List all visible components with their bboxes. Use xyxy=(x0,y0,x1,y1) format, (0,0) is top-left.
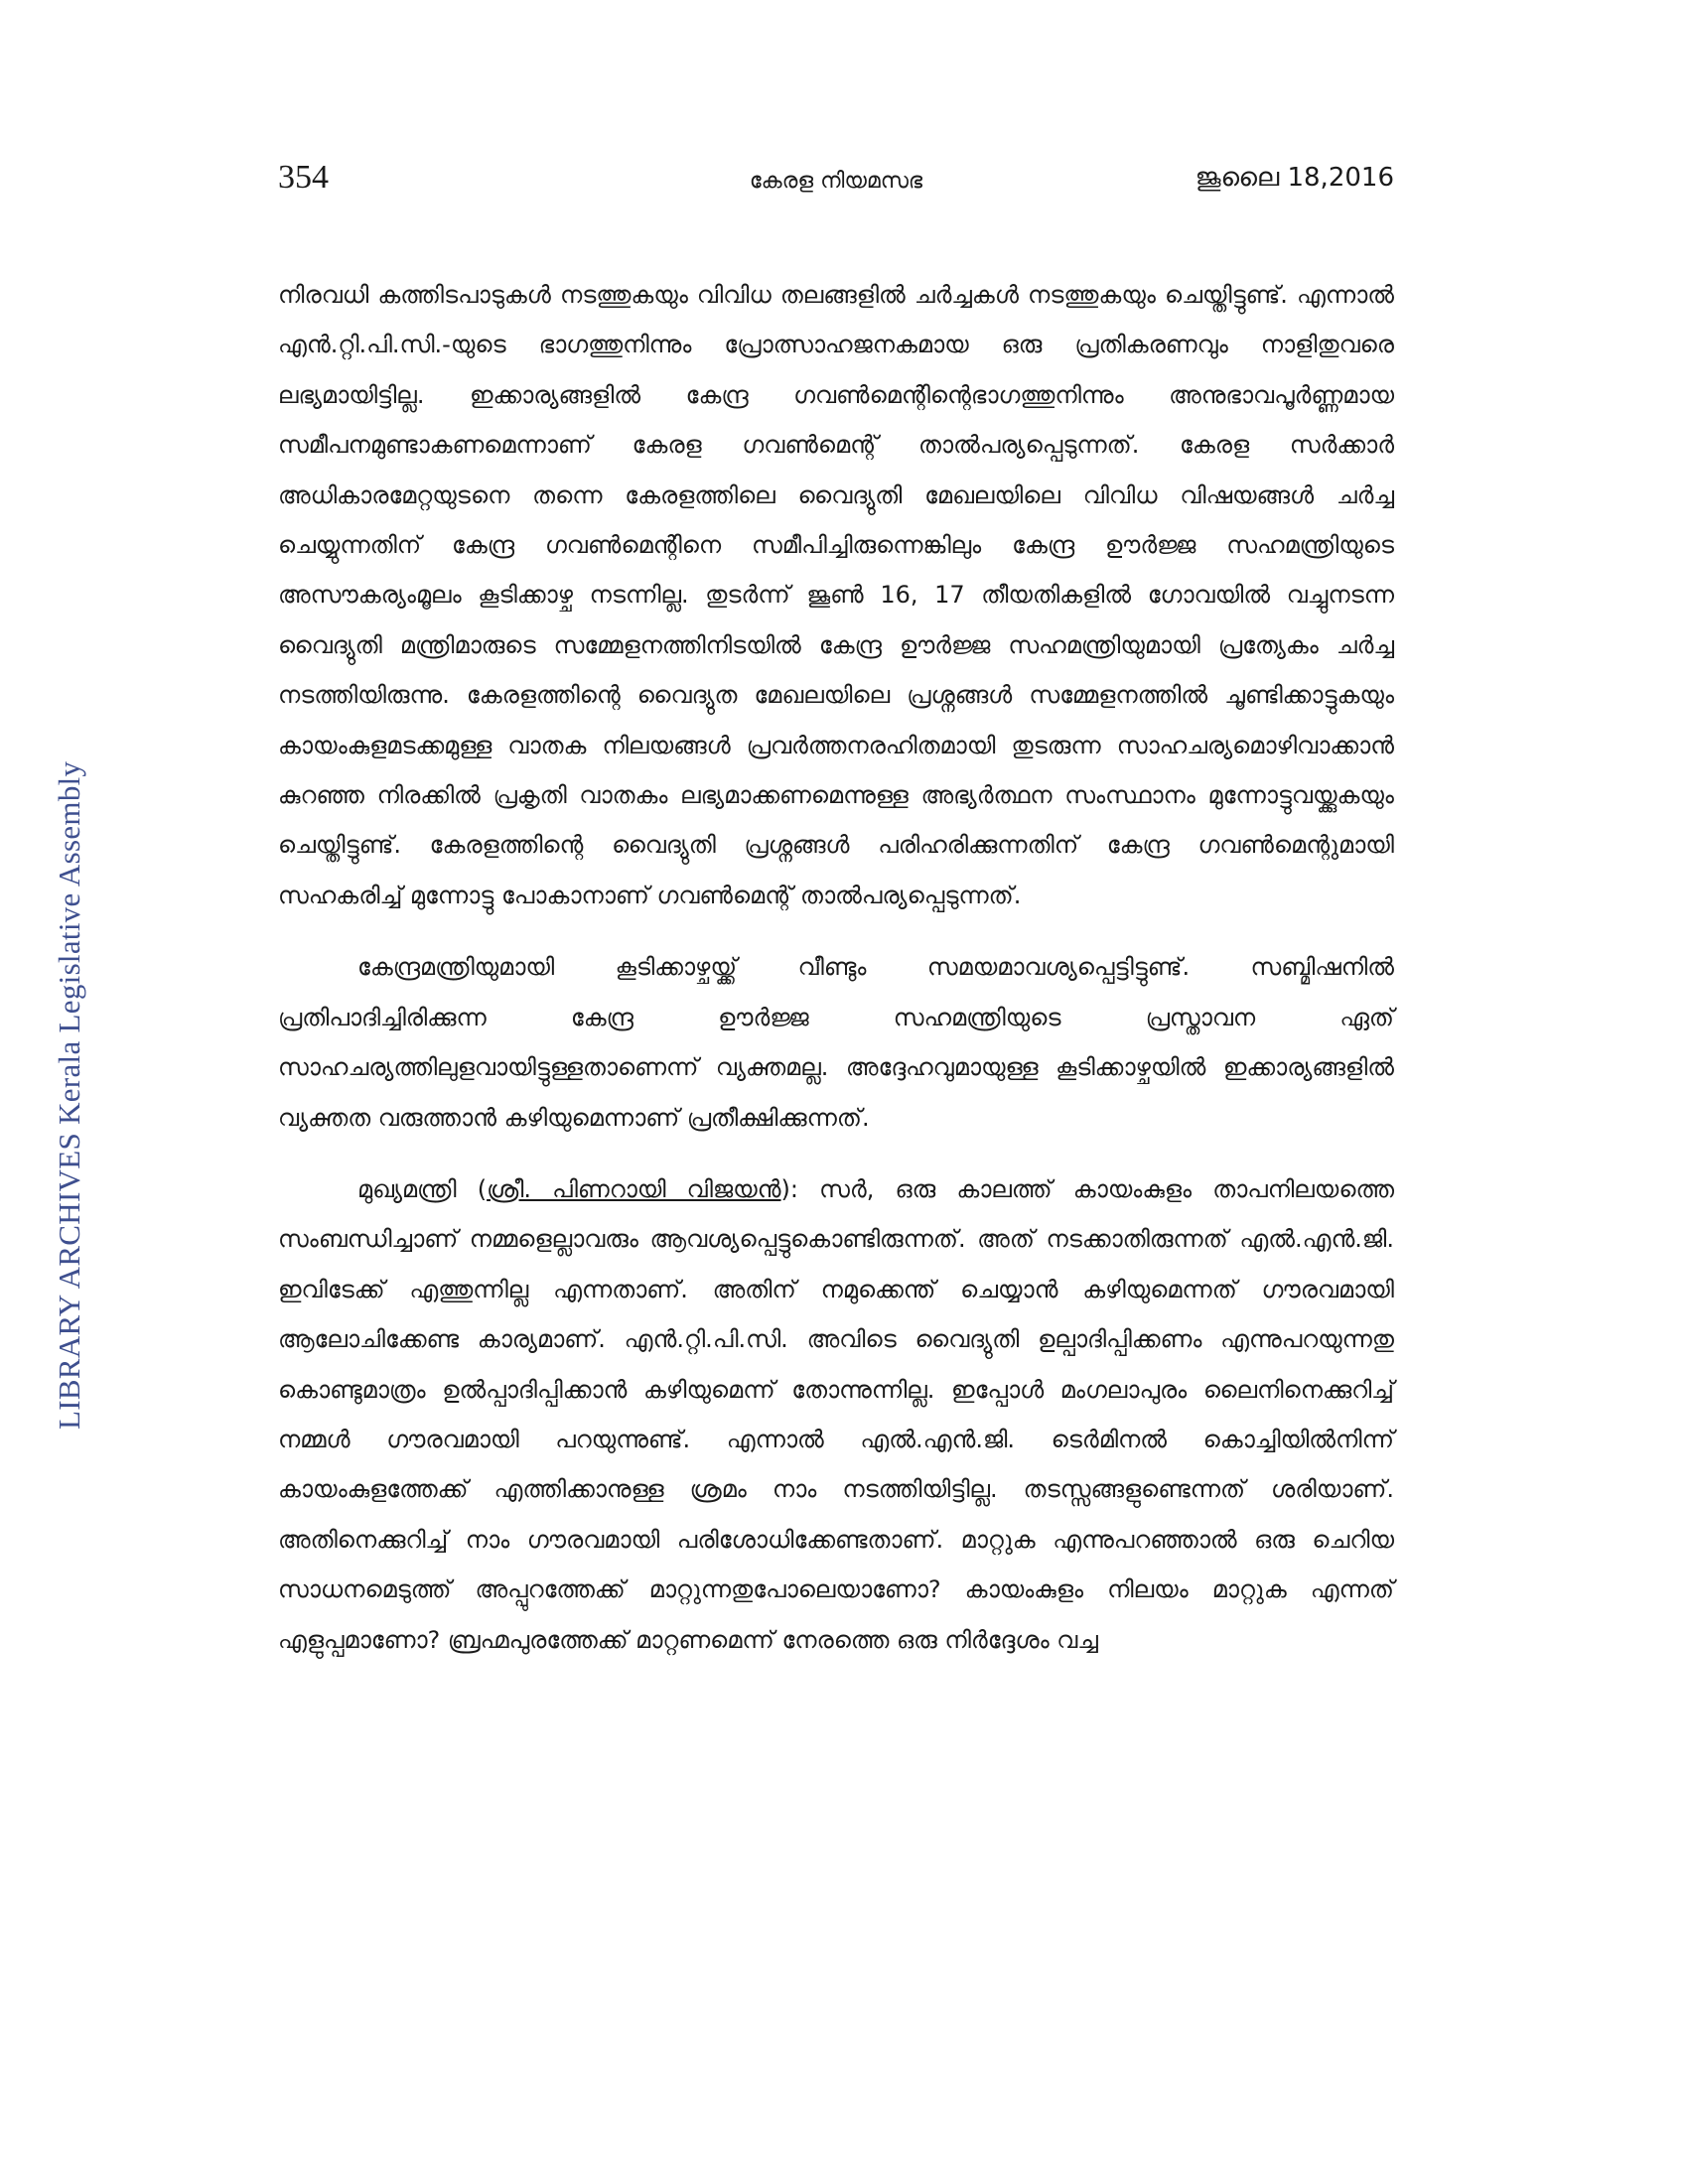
speaker-name: ശ്രീ. പിണറായി വിജയൻ xyxy=(487,1174,781,1203)
speaker-title: മുഖ്യമന്ത്രി ( xyxy=(357,1174,488,1203)
running-title: കേരള നിയമസഭ xyxy=(749,169,923,194)
header-date: ജൂലൈ 18,2016 xyxy=(1195,163,1394,193)
archive-watermark: LIBRARY ARCHIVES Kerala Legislative Assembly xyxy=(52,760,86,1430)
page-body xyxy=(278,270,1394,1665)
paragraph-meeting-request: കേന്ദ്രമന്ത്രിയുമായി കൂടിക്കാഴ്ചയ്ക്ക് വീണ്ടും സമയമാവശ്യപ്പെട്ടിട്ടുണ്ട്. സബ്മിഷനിൽ പ്രതിപാദിച്ചിരിക്കുന്ന കേന്ദ്ര ഊർജ്ജ സഹമന്ത്രിയുടെ പ്രസ്താവന ഏത് സാഹചര്യത്തിലുളവായിട്ടുള്ളതാണെന്ന് വ്യക്തമല്ല. അദ്ദേഹവുമായുള്ള കൂടിക്കാഴ്ചയിൽ ഇക്കാര്യങ്ങളിൽ വ്യക്തത വരുത്താൻ കഴിയുമെന്നാണ് പ്രതീക്ഷിക്കുന്നത്. xyxy=(278,953,1394,1132)
paragraph-chief-minister xyxy=(278,1164,1394,1665)
paragraph-reply-continued: നിരവധി കത്തിടപാടുകൾ നടത്തുകയും വിവിധ തലങ്ങളിൽ ചർച്ചകൾ നടത്തുകയും ചെയ്തിട്ടുണ്ട്. എന്നാൽ എൻ.റ്റി.പി.സി.-യുടെ ഭാഗത്തുനിന്നും പ്രോത്സാഹജനകമായ ഒരു പ്രതികരണവും നാളിതുവരെ ലഭ്യമായിട്ടില്ല. ഇക്കാര്യങ്ങളിൽ കേന്ദ്ര ഗവൺമെന്റിന്റെഭാഗത്തുനിന്നും അനുഭാവപൂർണ്ണമായ സമീപനമുണ്ടാകണമെന്നാണ് കേരള ഗവൺമെന്റ് താൽപര്യപ്പെടുന്നത്. കേരള സർക്കാർ അധികാരമേറ്റയുടനെ തന്നെ കേരളത്തിലെ വൈദ്യുതി മേഖലയിലെ വിവിധ വിഷയങ്ങൾ ചർച്ച ചെയ്യുന്നതിന് കേന്ദ്ര ഗവൺമെന്റിനെ സമീപിച്ചിരുന്നെങ്കിലും കേന്ദ്ര ഊർജ്ജ സഹമന്ത്രിയുടെ അസൗകര്യംമൂലം കൂടിക്കാഴ്ച നടന്നില്ല. തുടർന്ന് ജൂൺ 16, 17 തീയതികളിൽ ഗോവയിൽ വച്ചുനടന്ന വൈദ്യുതി മന്ത്രിമാരുടെ സമ്മേളനത്തിനിടയിൽ കേന്ദ്ര ഊർജ്ജ സഹമന്ത്രിയുമായി പ്രത്യേകം ചർച്ച നടത്തിയിരുന്നു. കേരളത്തിന്റെ വൈദ്യുത മേഖലയിലെ പ്രശ്നങ്ങൾ സമ്മേളനത്തിൽ ചൂണ്ടിക്കാട്ടുകയും കായംകുളമടക്കമുള്ള വാതക നിലയങ്ങൾ പ്രവർത്തനരഹിതമായി തുടരുന്ന സാഹചര്യമൊഴിവാക്കാൻ കുറഞ്ഞ നിരക്കിൽ പ്രകൃതി വാതകം ലഭ്യമാക്കണമെന്നുള്ള അഭ്യർത്ഥന സംസ്ഥാനം മുന്നോട്ടുവയ്ക്കുകയും ചെയ്തിട്ടുണ്ട്. കേരളത്തിന്റെ വൈദ്യുതി പ്രശ്നങ്ങൾ പരിഹരിക്കുന്നതിന് കേന്ദ്ര ഗവൺമെന്റുമായി സഹകരിച്ച് മുന്നോട്ടു പോകാനാണ് ഗവൺമെന്റ് താൽപര്യപ്പെടുന്നത്. xyxy=(278,281,1394,909)
page-header xyxy=(278,159,1394,208)
speech-text: ): സർ, ഒരു കാലത്ത് കായംകുളം താപനിലയത്തെ സംബന്ധിച്ചാണ് നമ്മളെല്ലാവരും ആവശ്യപ്പെട്ടുകൊണ്ടിരുന്നത്. അത് നടക്കാതിരുന്നത് എൽ.എൻ.ജി. ഇവിടേക്ക് എത്തുന്നില്ല എന്നതാണ്. അതിന് നമുക്കെന്ത് ചെയ്യാൻ കഴിയുമെന്നത് ഗൗരവമായി ആലോചിക്കേണ്ട കാര്യമാണ്. എൻ.റ്റി.പി.സി. അവിടെ വൈദ്യുതി ഉല്പാദിപ്പിക്കണം എന്നുപറയുന്നതു കൊണ്ടുമാത്രം ഉൽപ്പാദിപ്പിക്കാൻ കഴിയുമെന്ന് തോന്നുന്നില്ല. ഇപ്പോൾ മംഗലാപുരം ലൈനിനെക്കുറിച്ച് നമ്മൾ ഗൗരവമായി പറയുന്നുണ്ട്. എന്നാൽ എൽ.എൻ.ജി. ടെർമിനൽ കൊച്ചിയിൽനിന്ന് കായംകുളത്തേക്ക് എത്തിക്കാനുള്ള ശ്രമം നാം നടത്തിയിട്ടില്ല. തടസ്സങ്ങളുണ്ടെന്നത് ശരിയാണ്. അതിനെക്കുറിച്ച് നാം ഗൗരവമായി പരിശോധിക്കേണ്ടതാണ്. മാറ്റുക എന്നുപറഞ്ഞാൽ ഒരു ചെറിയ സാധനമെടുത്ത് അപ്പുറത്തേക്ക് മാറ്റുന്നതുപോലെയാണോ? കായംകുളം നിലയം മാറ്റുക എന്നത് എളുപ്പമാണോ? ബ്രഹ്മപുരത്തേക്ക് മാറ്റണമെന്ന് നേരത്തെ ഒരു നിർദ്ദേശം വച്ച xyxy=(278,1174,1394,1654)
page-number: 354 xyxy=(278,159,329,196)
